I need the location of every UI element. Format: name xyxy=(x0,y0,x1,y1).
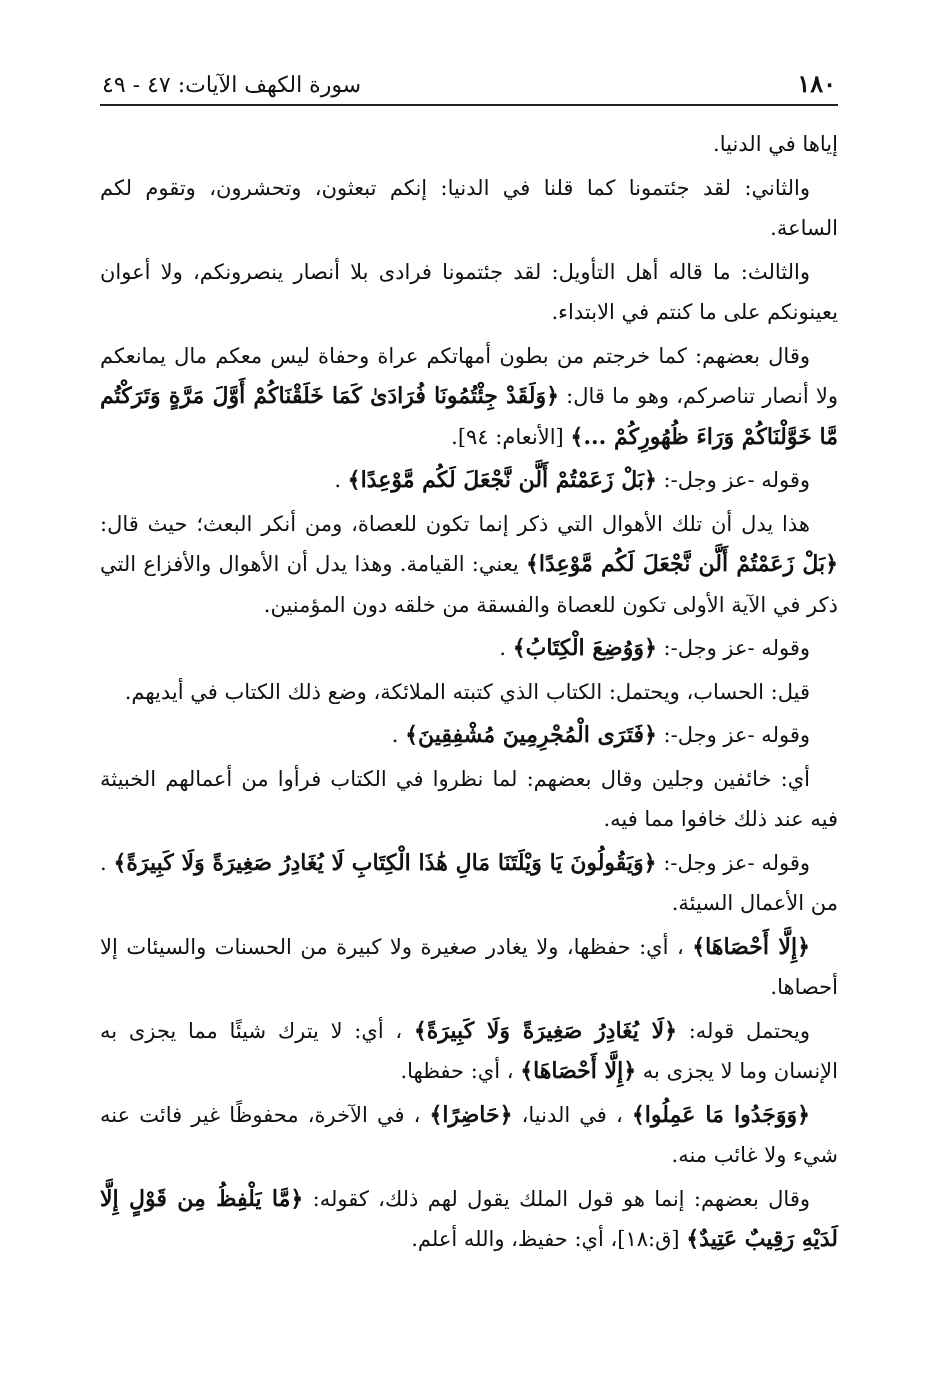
paragraph xyxy=(100,124,838,165)
quran-verse: ﴿إِلَّا أَحْصَاهَا﴾ xyxy=(520,1058,637,1084)
running-header-title: سورة الكهف الآيات: ٤٧ - ٤٩ xyxy=(102,73,362,98)
text-run: وقوله -عز وجل-: xyxy=(656,723,810,747)
paragraph xyxy=(100,168,838,249)
paragraph xyxy=(100,504,838,626)
quran-verse: ﴿إِلَّا أَحْصَاهَا﴾ xyxy=(692,933,810,960)
text-run: إياها في الدنيا. xyxy=(713,132,838,156)
text-run: . xyxy=(334,468,348,492)
paragraph xyxy=(100,1011,838,1092)
text-run: وقوله -عز وجل-: xyxy=(656,468,810,492)
text-run: [الأنعام: ٩٤]. xyxy=(451,424,571,449)
text-run: ، أي: حفظها. xyxy=(400,1059,521,1083)
paragraph xyxy=(100,628,838,669)
text-run: قيل: الحساب، ويحتمل: الكتاب الذي كتبته الملائكة، وضع ذلك الكتاب في أيديهم. xyxy=(124,679,810,704)
quran-verse: ﴿وَلَقَدْ جِئْتُمُونَا فُرَادَىٰ كَمَا خَلَقْنَاكُمْ أَوَّلَ مَرَّةٍ وَتَرَكْتُم مَّا خَوَّلْنَاكُمْ وَرَاءَ ظُهُورِكُمْ ...﴾ xyxy=(100,383,838,450)
text-run: . xyxy=(391,723,406,747)
quran-verse: ﴿وَوُضِعَ الْكِتَابُ﴾ xyxy=(512,635,657,661)
quran-verse: ﴿بَلْ زَعَمْتُمْ أَلَّن نَّجْعَلَ لَكُم مَّوْعِدًا﴾ xyxy=(525,551,838,577)
paragraph xyxy=(100,715,838,756)
page-number: ١٨٠ xyxy=(797,69,836,98)
text-run: يعني: القيامة. وهذا يدل أن الأهوال والأفزاع التي ذكر في الآية الأولى تكون للعصاة والفسقة من خلقه دون المؤمنين. xyxy=(100,552,838,617)
quran-verse: ﴿حَاضِرًا﴾ xyxy=(429,1101,513,1128)
text-run: وقال بعضهم: إنما هو قول الملك يقول لهم ذلك، كقوله: xyxy=(303,1186,810,1211)
text-run: ، في الدنيا، xyxy=(512,1102,632,1127)
text-run: وقوله -عز وجل-: xyxy=(656,636,810,660)
text-run: وقوله -عز وجل-: xyxy=(656,850,811,875)
text-run: [ق:١٨]، أي: حفيظ، والله أعلم. xyxy=(411,1227,687,1251)
main-text xyxy=(100,124,838,1260)
paragraph xyxy=(100,1179,838,1260)
text-run: ، أي: لا يترك شيئًا مما يجزى به الإنسان وما لا يجزى به xyxy=(100,1018,838,1083)
text-run: . من الأعمال السيئة. xyxy=(100,850,838,915)
text-run: والثاني: لقد جئتمونا كما قلنا في الدنيا: إنكم تبعثون، وتحشرون، وتقوم لكم الساعة. xyxy=(100,175,838,240)
quran-verse: ﴿بَلْ زَعَمْتُمْ أَلَّن نَّجْعَلَ لَكُم مَّوْعِدًا﴾ xyxy=(347,467,657,493)
quran-verse: ﴿وَوَجَدُوا مَا عَمِلُوا﴾ xyxy=(631,1101,810,1128)
book-page xyxy=(100,60,838,1263)
paragraph xyxy=(100,759,838,840)
paragraph xyxy=(100,336,838,458)
text-run: ، أي: حفظها، ولا يغادر صغيرة ولا كبيرة من الحسنات والسيئات إلا أحصاها. xyxy=(100,934,838,999)
quran-verse: ﴿مَّا يَلْفِظُ مِن قَوْلٍ إِلَّا لَدَيْهِ رَقِيبٌ عَتِيدٌ﴾ xyxy=(100,1185,838,1252)
paragraph xyxy=(100,460,838,501)
quran-verse: ﴿وَيَقُولُونَ يَا وَيْلَتَنَا مَالِ هَٰذَا الْكِتَابِ لَا يُغَادِرُ صَغِيرَةً وَلَا كَبِيرَةً﴾ xyxy=(113,849,657,876)
paragraph xyxy=(100,843,838,924)
paragraph xyxy=(100,927,838,1008)
text-run: والثالث: ما قاله أهل التأويل: لقد جئتمونا فرادى بلا أنصار ينصرونكم، ولا أعوان يعينونكم على ما كنتم في الابتداء. xyxy=(100,259,838,324)
text-run: وقال بعضهم: كما خرجتم من بطون أمهاتكم عراة وحفاة ليس معكم مال يمانعكم ولا أنصار تناصركم، وهو ما قال: xyxy=(100,343,838,408)
text-run: . xyxy=(499,636,513,660)
text-run: ، في الآخرة، محفوظًا غير فائت عنه شيء ولا غائب منه. xyxy=(100,1102,838,1167)
quran-verse: ﴿لَا يُغَادِرُ صَغِيرَةً وَلَا كَبِيرَةً﴾ xyxy=(413,1017,678,1044)
text-run: ويحتمل قوله: xyxy=(677,1018,810,1043)
quran-verse: ﴿فَتَرَى الْمُجْرِمِينَ مُشْفِقِينَ﴾ xyxy=(405,722,657,748)
running-header xyxy=(100,60,838,106)
text-run: هذا يدل أن تلك الأهوال التي ذكر إنما تكون للعصاة، ومن أنكر البعث؛ حيث قال: xyxy=(100,511,810,536)
text-run: أي: خائفين وجلين وقال بعضهم: لما نظروا في الكتاب فرأوا من أعمالهم الخبيثة فيه عند ذلك خافوا مما فيه. xyxy=(100,766,838,831)
paragraph xyxy=(100,672,838,713)
paragraph xyxy=(100,1095,838,1176)
paragraph xyxy=(100,252,838,333)
